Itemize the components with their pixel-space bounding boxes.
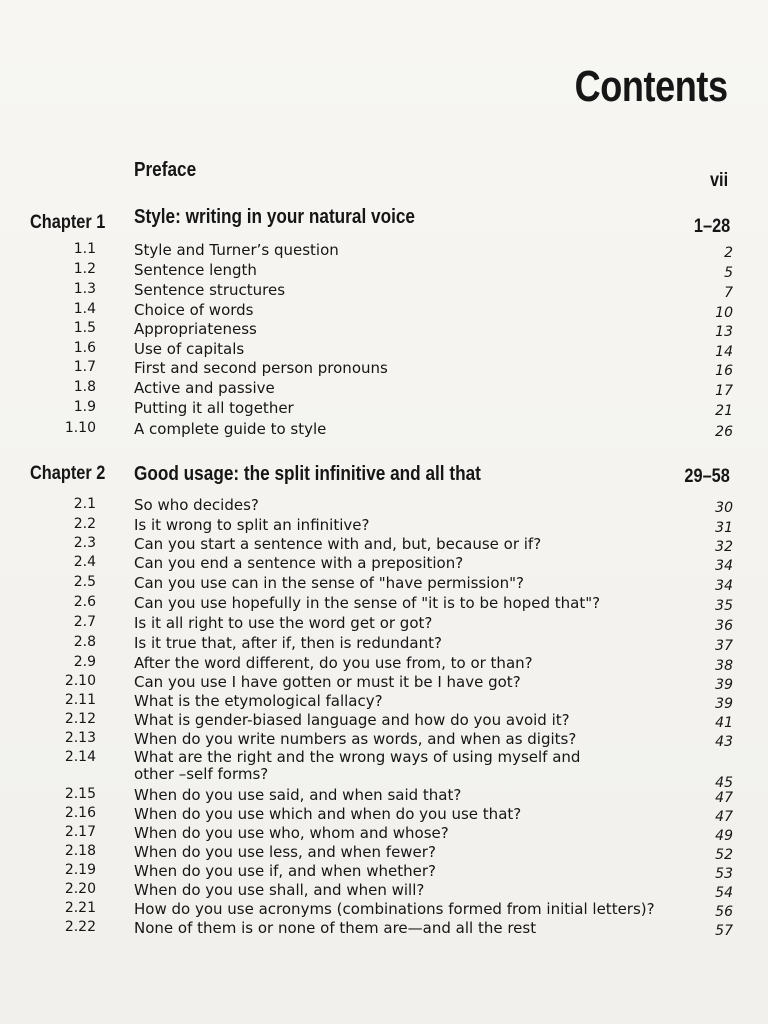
section-number: 1.8 xyxy=(73,379,96,395)
section-page: 7 xyxy=(724,285,733,301)
toc-entry xyxy=(0,881,768,901)
section-title: A complete guide to style xyxy=(134,420,327,438)
toc-entry xyxy=(0,614,768,634)
section-title: When do you use less, and when fewer? xyxy=(134,843,436,861)
section-number: 1.10 xyxy=(64,420,96,436)
toc-entry xyxy=(0,919,768,939)
section-number: 2.14 xyxy=(64,749,96,765)
section-page: 38 xyxy=(715,658,733,674)
section-page: 17 xyxy=(715,383,733,399)
section-page: 26 xyxy=(715,424,733,440)
section-title: Can you start a sentence with and, but, because or if? xyxy=(134,535,542,553)
section-title: Choice of words xyxy=(134,301,254,319)
section-number: 1.3 xyxy=(73,281,96,297)
toc-entry xyxy=(0,496,768,516)
section-page: 21 xyxy=(715,403,733,419)
section-title: How do you use acronyms (combinations formed from initial letters)? xyxy=(134,900,655,918)
section-number: 2.5 xyxy=(73,574,96,590)
page-title: Contents xyxy=(574,62,728,111)
toc-entry xyxy=(0,748,768,791)
toc-entry xyxy=(0,634,768,654)
section-title-continued: other –self forms? xyxy=(134,765,269,783)
section-title: First and second person pronouns xyxy=(134,359,388,377)
section-title: When do you write numbers as words, and when as digits? xyxy=(134,730,577,748)
section-number: 2.18 xyxy=(64,843,96,859)
chapter-1-pages: 1–28 xyxy=(693,216,730,237)
toc-entry xyxy=(0,320,768,340)
toc-entry xyxy=(0,574,768,594)
section-number: 2.8 xyxy=(73,634,96,650)
section-title: Sentence length xyxy=(134,261,257,279)
section-number: 2.1 xyxy=(73,496,96,512)
toc-entry xyxy=(0,594,768,614)
section-page: 54 xyxy=(715,885,733,901)
toc-entry xyxy=(0,711,768,731)
section-number: 1.6 xyxy=(73,340,96,356)
section-title: Sentence structures xyxy=(134,281,286,299)
section-number: 2.15 xyxy=(64,786,96,802)
section-title: Putting it all together xyxy=(134,399,294,417)
toc-entry xyxy=(0,730,768,750)
section-page: 57 xyxy=(715,923,733,939)
toc-entry xyxy=(0,399,768,419)
section-page: 36 xyxy=(715,618,733,634)
section-title: None of them is or none of them are—and all the rest xyxy=(134,919,537,937)
toc-entry xyxy=(0,301,768,321)
section-number: 1.9 xyxy=(73,399,96,415)
toc-entry xyxy=(0,281,768,301)
section-number: 1.4 xyxy=(73,301,96,317)
section-page: 13 xyxy=(715,324,733,340)
section-page: 52 xyxy=(715,847,733,863)
chapter-2-label: Chapter 2 xyxy=(30,463,106,484)
toc-entry xyxy=(0,786,768,806)
section-number: 2.6 xyxy=(73,594,96,610)
section-number: 2.21 xyxy=(64,900,96,916)
toc-entry xyxy=(0,654,768,674)
section-page: 10 xyxy=(715,305,733,321)
section-title: Active and passive xyxy=(134,379,275,397)
section-page: 45 xyxy=(715,775,733,791)
section-title: Can you use can in the sense of "have permission"? xyxy=(134,574,524,592)
chapter-1-title: Style: writing in your natural voice xyxy=(134,206,415,228)
section-page: 39 xyxy=(715,677,733,693)
section-title: Can you end a sentence with a preposition? xyxy=(134,554,464,572)
section-page: 5 xyxy=(724,265,733,281)
toc-entry xyxy=(0,862,768,882)
toc-entry xyxy=(0,805,768,825)
section-page: 53 xyxy=(715,866,733,882)
chapter-2-title: Good usage: the split infinitive and all that xyxy=(134,463,481,485)
section-page: 39 xyxy=(715,696,733,712)
section-number: 2.13 xyxy=(64,730,96,746)
toc-entry xyxy=(0,340,768,360)
section-page: 49 xyxy=(715,828,733,844)
section-number: 1.5 xyxy=(73,320,96,336)
section-page: 32 xyxy=(715,539,733,555)
section-title: When do you use if, and when whether? xyxy=(134,862,436,880)
toc-entry xyxy=(0,241,768,261)
section-title: Is it all right to use the word get or got? xyxy=(134,614,433,632)
section-title: Can you use hopefully in the sense of "it is to be hoped that"? xyxy=(134,594,601,612)
section-number: 2.16 xyxy=(64,805,96,821)
section-number: 2.4 xyxy=(73,554,96,570)
section-number: 2.20 xyxy=(64,881,96,897)
section-title: When do you use said, and when said that? xyxy=(134,786,462,804)
section-title: When do you use who, whom and whose? xyxy=(134,824,449,842)
section-title: What are the right and the wrong ways of using myself and xyxy=(134,748,581,766)
section-number: 2.10 xyxy=(64,673,96,689)
toc-entry xyxy=(0,261,768,281)
section-number: 2.12 xyxy=(64,711,96,727)
section-title: Style and Turner’s question xyxy=(134,241,339,259)
section-page: 47 xyxy=(715,790,733,806)
toc-entry xyxy=(0,359,768,379)
toc-entry xyxy=(0,692,768,712)
section-title: When do you use which and when do you use that? xyxy=(134,805,522,823)
toc-entry xyxy=(0,843,768,863)
section-page: 30 xyxy=(715,500,733,516)
preface-page: vii xyxy=(709,170,728,191)
chapter-1-label: Chapter 1 xyxy=(30,212,106,233)
section-number: 2.17 xyxy=(64,824,96,840)
toc-entry xyxy=(0,824,768,844)
section-title: After the word different, do you use from, to or than? xyxy=(134,654,533,672)
section-number: 2.11 xyxy=(64,692,96,708)
section-title: When do you use shall, and when will? xyxy=(134,881,425,899)
toc-entry xyxy=(0,554,768,574)
section-page: 41 xyxy=(715,715,733,731)
section-page: 37 xyxy=(715,638,733,654)
section-number: 2.19 xyxy=(64,862,96,878)
section-page: 34 xyxy=(715,578,733,594)
section-title: Appropriateness xyxy=(134,320,257,338)
section-number: 2.7 xyxy=(73,614,96,630)
toc-entry xyxy=(0,673,768,693)
toc-entry xyxy=(0,516,768,536)
section-title: What is gender-biased language and how do you avoid it? xyxy=(134,711,570,729)
section-title: Can you use I have gotten or must it be I have got? xyxy=(134,673,521,691)
section-number: 1.2 xyxy=(73,261,96,277)
section-title: Use of capitals xyxy=(134,340,245,358)
section-number: 2.2 xyxy=(73,516,96,532)
section-title: Is it true that, after if, then is redundant? xyxy=(134,634,442,652)
section-page: 35 xyxy=(715,598,733,614)
section-title: Is it wrong to split an infinitive? xyxy=(134,516,370,534)
toc-entry xyxy=(0,420,768,440)
section-number: 2.3 xyxy=(73,535,96,551)
section-number: 1.1 xyxy=(73,241,96,257)
section-number: 2.22 xyxy=(64,919,96,935)
section-title: So who decides? xyxy=(134,496,259,514)
section-page: 14 xyxy=(715,344,733,360)
section-page: 2 xyxy=(724,245,733,261)
section-number: 2.9 xyxy=(73,654,96,670)
section-page: 43 xyxy=(715,734,733,750)
section-page: 56 xyxy=(715,904,733,920)
preface-heading: Preface xyxy=(134,159,197,181)
toc-entry xyxy=(0,379,768,399)
section-number: 1.7 xyxy=(73,359,96,375)
section-title: What is the etymological fallacy? xyxy=(134,692,383,710)
toc-entry xyxy=(0,900,768,920)
toc-entry xyxy=(0,535,768,555)
chapter-2-pages: 29–58 xyxy=(684,466,730,487)
section-page: 31 xyxy=(715,520,733,536)
section-page: 47 xyxy=(715,809,733,825)
section-page: 34 xyxy=(715,558,733,574)
section-page: 16 xyxy=(715,363,733,379)
